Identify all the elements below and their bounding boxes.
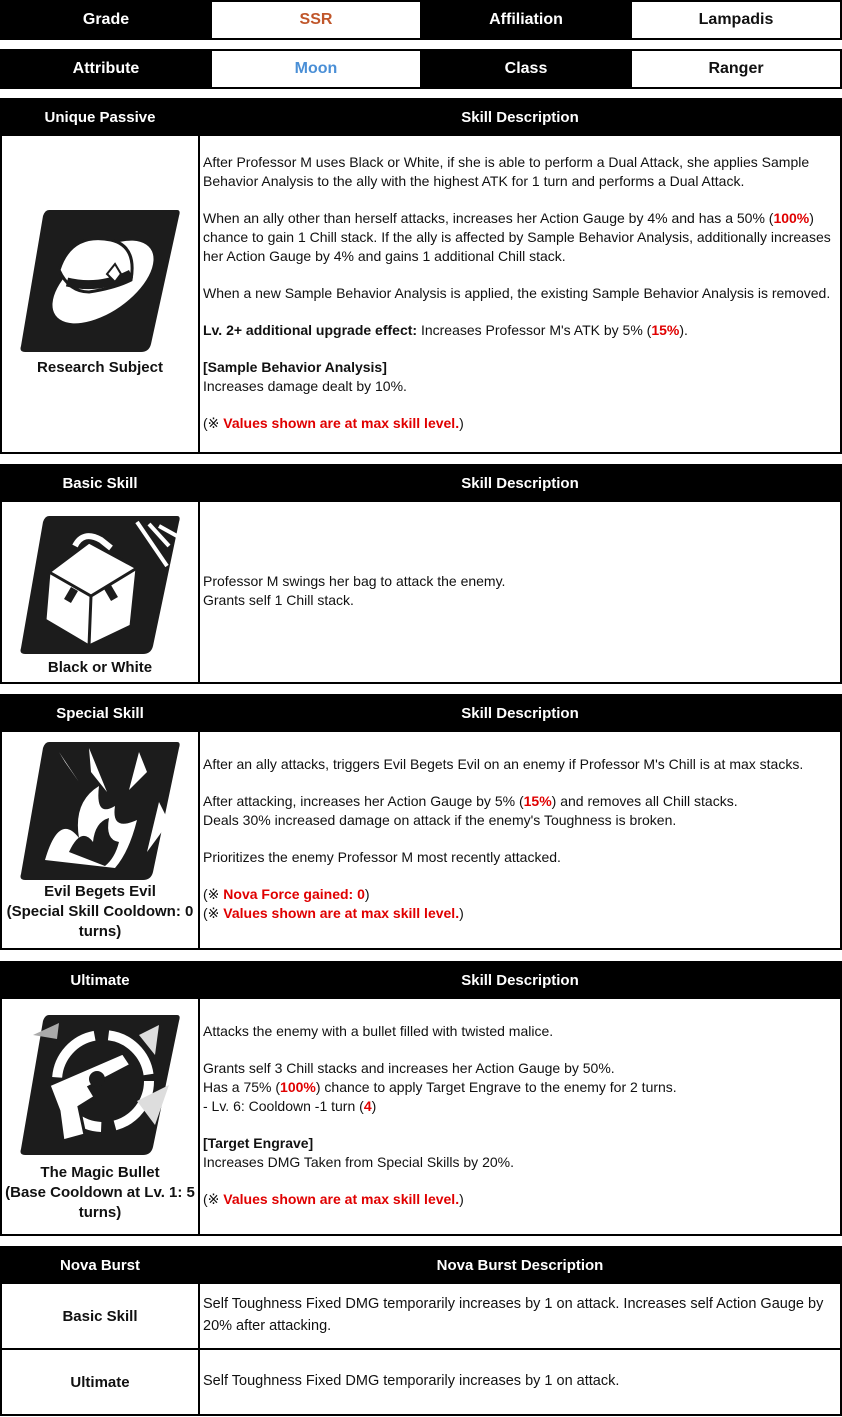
info-row-attribute [0,49,842,89]
basic-icon-cell [1,501,199,683]
basic-header: Basic Skill [1,465,199,501]
passive-name: Research Subject [37,359,163,376]
special-p1: After an ally attacks, triggers Evil Begets Evil on an enemy if Professor M's Chill is at max stacks. [203,756,804,772]
nova-row2-name: Ultimate [1,1349,199,1415]
ultimate-p1: Attacks the enemy with a bullet filled with twisted malice. [203,1023,554,1039]
attribute-label: Attribute [1,50,211,88]
ultimate-name: The Magic Bullet [40,1163,160,1181]
wide-brim-hat-icon [19,210,181,352]
special-notes: (※ Nova Force gained: 0) (※ Values shown are at max skill level.) [203,886,464,921]
basic-line1: Professor M swings her bag to attack the enemy. [203,573,506,589]
special-desc-header: Skill Description [199,695,841,731]
basic-line2: Grants self 1 Chill stack. [203,592,354,608]
ultimate-table [0,961,842,1236]
basic-name: Black or White [47,659,153,676]
passive-p5: [Sample Behavior Analysis] Increases damage dealt by 10%. [203,359,407,394]
affiliation-label: Affiliation [421,1,631,39]
special-header: Special Skill [1,695,199,731]
passive-p2: When an ally other than herself attacks, increases her Action Gauge by 4% and has a 50% (100%) chance to gain 1 Chill stack. If the ally is affected by Sample Behavior Analysis, additionally increases her Action Gauge by 4% and gains 1 additional Chill stack. [203,210,831,264]
info-row-grade [0,0,842,40]
ultimate-header: Ultimate [1,962,199,998]
special-name: Evil Begets Evil [44,883,156,900]
grade-value: SSR [211,1,421,39]
basic-description [199,501,841,683]
grade-label: Grade [1,1,211,39]
ultimate-desc-header: Skill Description [199,962,841,998]
special-p2: After attacking, increases her Action Gauge by 5% (15%) and removes all Chill stacks. Deals 30% increased damage on attack if the enemy's Toughness is broken. [203,793,738,828]
nova-desc-header: Nova Burst Description [199,1247,841,1283]
passive-header: Unique Passive [1,99,199,135]
basic-skill-table [0,464,842,684]
nova-header: Nova Burst [1,1247,199,1283]
passive-description [199,135,841,453]
special-p3: Prioritizes the enemy Professor M most recently attacked. [203,849,561,865]
ultimate-description [199,998,841,1235]
revolver-icon [19,1015,181,1155]
nova-burst-table [0,1246,842,1416]
nova-row1-name: Basic Skill [1,1283,199,1349]
special-cooldown: (Special Skill Cooldown: 0 turns) [6,903,194,940]
class-label: Class [421,50,631,88]
attribute-value: Moon [211,50,421,88]
ultimate-icon-cell [1,998,199,1235]
nova-row1-desc: Self Toughness Fixed DMG temporarily increases by 1 on attack. Increases self Action Gauge by 20% after attacking. [199,1283,841,1349]
ultimate-p2: Grants self 3 Chill stacks and increases her Action Gauge by 50%. Has a 75% (100%) chance to apply Target Engrave to the enemy for 2 turns. - Lv. 6: Cooldown -1 turn (4) [203,1060,677,1114]
passive-desc-header: Skill Description [199,99,841,135]
passive-p1: After Professor M uses Black or White, if she is able to perform a Dual Attack, she applies Sample Behavior Analysis to the ally with the highest ATK for 1 turn and performs a Dual Attack. [203,154,810,189]
special-description [199,731,841,949]
ultimate-cooldown: (Base Cooldown at Lv. 1: 5 turns) [5,1183,195,1221]
basic-desc-header: Skill Description [199,465,841,501]
passive-p3: When a new Sample Behavior Analysis is applied, the existing Sample Behavior Analysis is removed. [203,285,831,301]
ultimate-p3: [Target Engrave] Increases DMG Taken from Special Skills by 20%. [203,1135,514,1170]
affiliation-value: Lampadis [631,1,841,39]
briefcase-icon [19,516,181,654]
nova-row2-desc: Self Toughness Fixed DMG temporarily increases by 1 on attack. [199,1349,841,1415]
class-value: Ranger [631,50,841,88]
passive-note: (※ Values shown are at max skill level.) [203,415,464,431]
passive-icon-cell [1,135,199,453]
passive-p4: Lv. 2+ additional upgrade effect: Increases Professor M's ATK by 5% (15%). [203,322,688,338]
special-icon-cell [1,731,199,949]
dark-flame-icon [19,742,181,880]
ultimate-note: (※ Values shown are at max skill level.) [203,1191,464,1207]
special-skill-table [0,694,842,950]
unique-passive-table [0,98,842,454]
